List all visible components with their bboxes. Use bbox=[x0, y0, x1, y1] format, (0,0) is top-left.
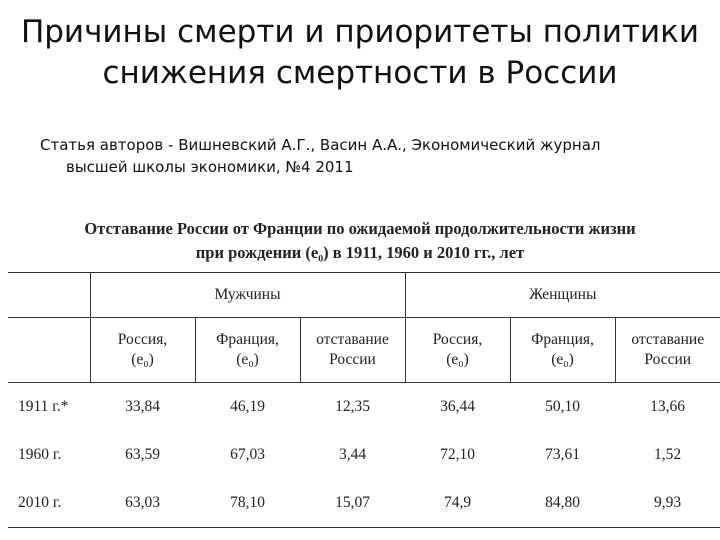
row-label: 1960 г. bbox=[18, 446, 62, 463]
group-header-men: Мужчины bbox=[90, 273, 405, 318]
subtitle-line1: Статья авторов - Вишневский А.Г., Васин А.А., Экономический журнал bbox=[40, 136, 601, 154]
table-cell: 1,52 bbox=[653, 446, 682, 463]
column-header: Россия, (e₀) bbox=[405, 318, 510, 383]
table-cell: 15,07 bbox=[300, 479, 405, 528]
table-cell: 73,61 bbox=[545, 446, 580, 463]
table-cell: 33,84 bbox=[125, 398, 160, 415]
slide-subtitle bbox=[40, 134, 700, 178]
slide-title bbox=[0, 12, 720, 94]
row-label: 2010 г. bbox=[8, 479, 90, 528]
table-corner-cell bbox=[8, 273, 90, 318]
table-cell: 78,10 bbox=[195, 479, 300, 528]
table-cell: 12,35 bbox=[335, 398, 370, 415]
table-column-header-row bbox=[8, 318, 720, 383]
table-cell: 13,66 bbox=[650, 398, 685, 415]
table-row bbox=[8, 431, 720, 479]
column-header: отставание России bbox=[615, 318, 720, 383]
row-label: 1911 г.* bbox=[18, 398, 69, 415]
table-cell: 72,10 bbox=[440, 446, 475, 463]
table-cell: 50,10 bbox=[545, 398, 580, 415]
column-header: Франция, (e₀) bbox=[195, 318, 300, 383]
column-header: Россия, (e₀) bbox=[90, 318, 195, 383]
table-cell: 67,03 bbox=[230, 446, 265, 463]
slide-title-line2: снижения смертности в России bbox=[102, 55, 618, 91]
table-row bbox=[8, 383, 720, 432]
table-title-line1: Отставание России от Франции по ожидаемой продолжительности жизни bbox=[84, 219, 636, 238]
life-expectancy-table bbox=[8, 272, 720, 528]
table-title bbox=[0, 217, 720, 265]
table-cell: 63,03 bbox=[90, 479, 195, 528]
table-cell: 84,80 bbox=[510, 479, 615, 528]
table-cell: 3,44 bbox=[338, 446, 367, 463]
table-cell: 36,44 bbox=[440, 398, 475, 415]
subtitle-line2: высшей школы экономики, №4 2011 bbox=[66, 158, 354, 176]
group-header-women: Женщины bbox=[405, 273, 720, 318]
table-title-line2: при рождении (e₀) в 1911, 1960 и 2010 гг., лет bbox=[195, 243, 525, 262]
table-cell: 9,93 bbox=[615, 479, 720, 528]
table-cell: 46,19 bbox=[230, 398, 265, 415]
table-corner-cell bbox=[8, 318, 90, 383]
table-cell: 63,59 bbox=[125, 446, 160, 463]
slide-title-line1: Причины смерти и приоритеты политики bbox=[20, 14, 700, 50]
column-header: отставание России bbox=[300, 318, 405, 383]
table-group-header-row bbox=[8, 273, 720, 318]
table-row bbox=[8, 479, 720, 528]
column-header: Франция, (e₀) bbox=[510, 318, 615, 383]
table-cell: 74,9 bbox=[405, 479, 510, 528]
